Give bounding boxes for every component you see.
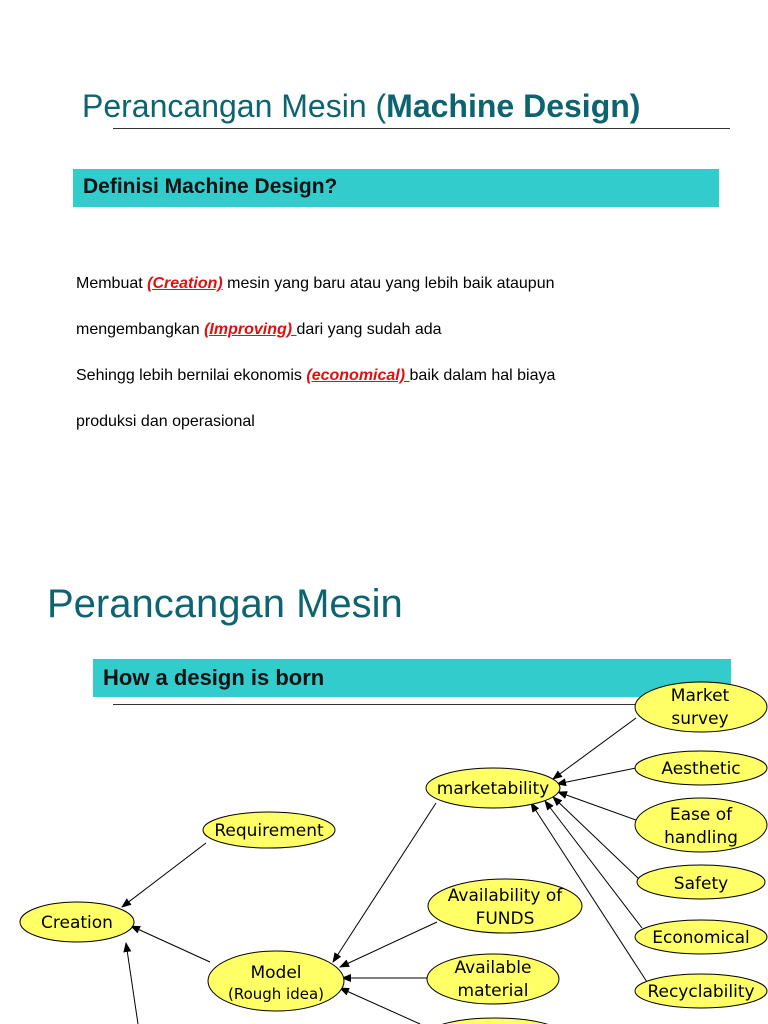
label-marketability: marketability	[436, 779, 550, 799]
label-material-1: Available	[454, 958, 532, 978]
keyword-creation: (Creation)	[147, 275, 223, 292]
keyword-improving: (Improving)	[204, 321, 297, 338]
edge-ease-marketability	[558, 792, 636, 820]
edge-offscreen-creation	[126, 943, 138, 1024]
label-economical: Economical	[652, 928, 750, 948]
how-design-born-band: How a design is born	[93, 659, 731, 697]
definition-line-4: produksi dan operasional	[76, 413, 255, 430]
label-funds-2: FUNDS	[475, 909, 535, 929]
line2-pre: mengembangkan	[76, 321, 205, 338]
title-bold: Machine Design)	[386, 88, 641, 124]
label-material-2: material	[457, 981, 529, 1001]
diagram-edges	[122, 718, 647, 1024]
label-recyclability: Recyclability	[647, 982, 755, 1002]
edge-marketability-model	[333, 803, 436, 962]
label-model-2: (Rough idea)	[227, 985, 325, 1003]
line1-pre: Membuat	[76, 275, 148, 292]
label-ease-1: Ease of	[669, 805, 733, 825]
edge-offscreen-model	[340, 988, 420, 1024]
line2-post: dari yang sudah ada	[296, 321, 442, 338]
node-offscreen-partial	[429, 1018, 561, 1024]
label-model-1: Model	[250, 963, 302, 983]
edge-safety-marketability	[553, 797, 640, 880]
line1-post: mesin yang baru atau yang lebih baik ataupun	[222, 275, 555, 292]
line3-post: baik dalam hal biaya	[409, 367, 556, 384]
label-funds-1: Availability of	[447, 886, 563, 906]
title-plain: Perancangan Mesin (	[82, 88, 387, 124]
label-safety: Safety	[673, 874, 729, 894]
label-market-survey-1: Market	[670, 686, 730, 706]
edge-market-survey-marketability	[553, 718, 636, 779]
label-aesthetic: Aesthetic	[661, 759, 741, 779]
label-creation: Creation	[41, 913, 113, 933]
edge-model-creation	[131, 926, 210, 962]
keyword-economical: (economical)	[306, 367, 410, 384]
slide2-title: Perancangan Mesin	[47, 582, 403, 626]
edge-aesthetic-marketability	[557, 768, 636, 784]
edge-requirement-creation	[122, 843, 206, 907]
line3-pre: Sehingg lebih bernilai ekonomis	[76, 367, 307, 384]
label-market-survey-2: survey	[671, 709, 729, 729]
diagram-labels	[41, 686, 755, 1003]
diagram-nodes	[20, 682, 767, 1024]
label-ease-2: handling	[664, 828, 738, 848]
label-requirement: Requirement	[214, 821, 324, 841]
definition-band: Definisi Machine Design?	[73, 169, 719, 207]
